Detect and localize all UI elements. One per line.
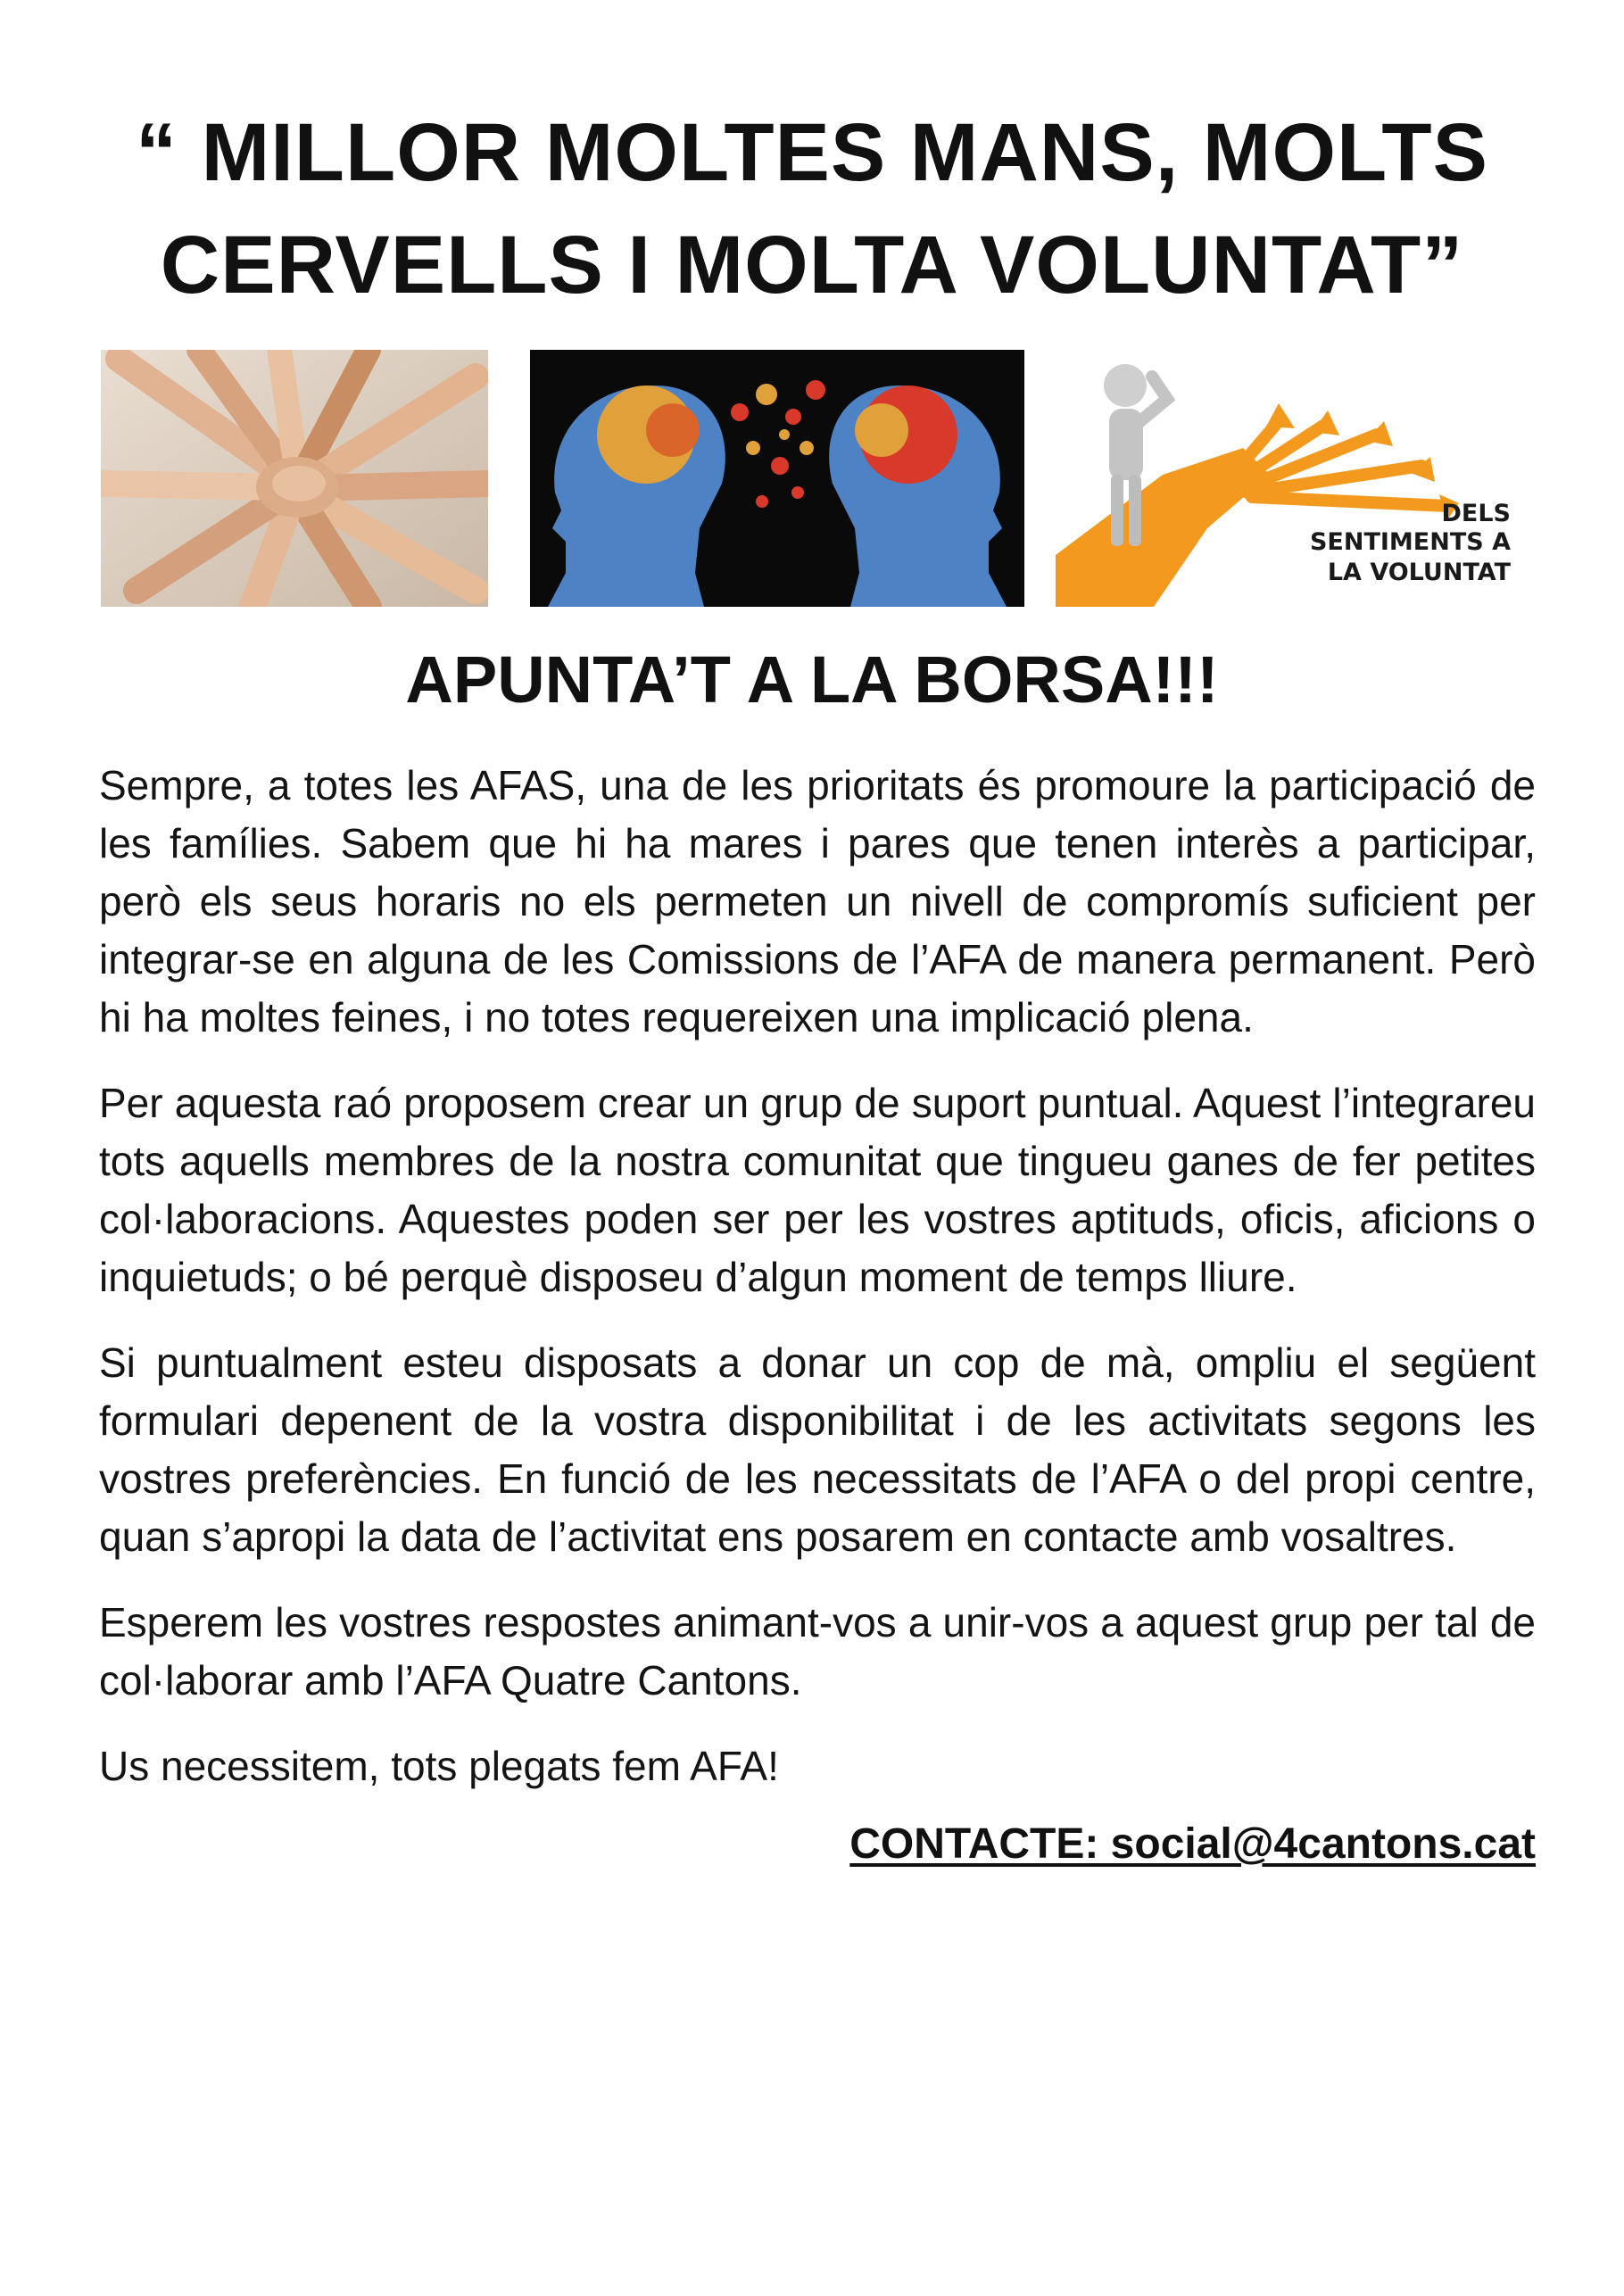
voluntat-caption-1: DELS [1441,500,1511,527]
hands-together-image [101,350,488,607]
brain-gears-image [530,350,1024,607]
sentiments-voluntat-image [1056,350,1530,607]
title-line-1: “ MILLOR MOLTES MANS, MOLTS [136,107,1488,198]
page-title [98,96,1526,321]
paragraph-2: Per aquesta raó proposem crear un grup de suport puntual. Aquest l’integrareu tots aquells membres de la nostra comunitat que tingueu ganes de fer petites col·laboracions. Aquestes poden ser per les vostres aptituds, oficis, aficions o inquietuds; o bé perquè disposeu d’algun moment de temps lliure. [99,1080,1536,1300]
title-line-2: CERVELLS I MOLTA VOLUNTAT” [160,220,1464,311]
voluntat-caption-2: SENTIMENTS A [1309,528,1511,556]
contact-email-link[interactable]: CONTACTE: social@4cantons.cat [849,1820,1536,1868]
body-text [99,757,1536,1874]
paragraph-4: Esperem les vostres respostes animant-vos a unir-vos a aquest grup per tal de col·laborar amb l’AFA Quatre Cantons. [99,1599,1536,1703]
paragraph-5: Us necessitem, tots plegats fem AFA! [99,1743,779,1789]
call-to-action-heading: APUNTA’T A LA BORSA!!! [405,642,1219,717]
paragraph-1: Sempre, a totes les AFAS, una de les prioritats és promoure la participació de les famílies. Sabem que hi ha mares i pares que tenen interès a participar, però els seus horaris no els permeten un nivell de compromís suficient per integrar-se en alguna de les Comissions de l’AFA de manera permanent. Però hi ha moltes feines, i no totes requereixen una implicació plena. [99,762,1536,1040]
voluntat-caption-3: LA VOLUNTAT [1327,559,1511,586]
paragraph-3: Si puntualment esteu disposats a donar un cop de mà, ompliu el següent formulari depenent de la vostra disponibilitat i de les activitats segons les vostres preferències. En funció de les necessitats de l’AFA o del propi centre, quan s’apropi la data de l’activitat ens posarem en contacte amb vosaltres. [99,1339,1536,1560]
